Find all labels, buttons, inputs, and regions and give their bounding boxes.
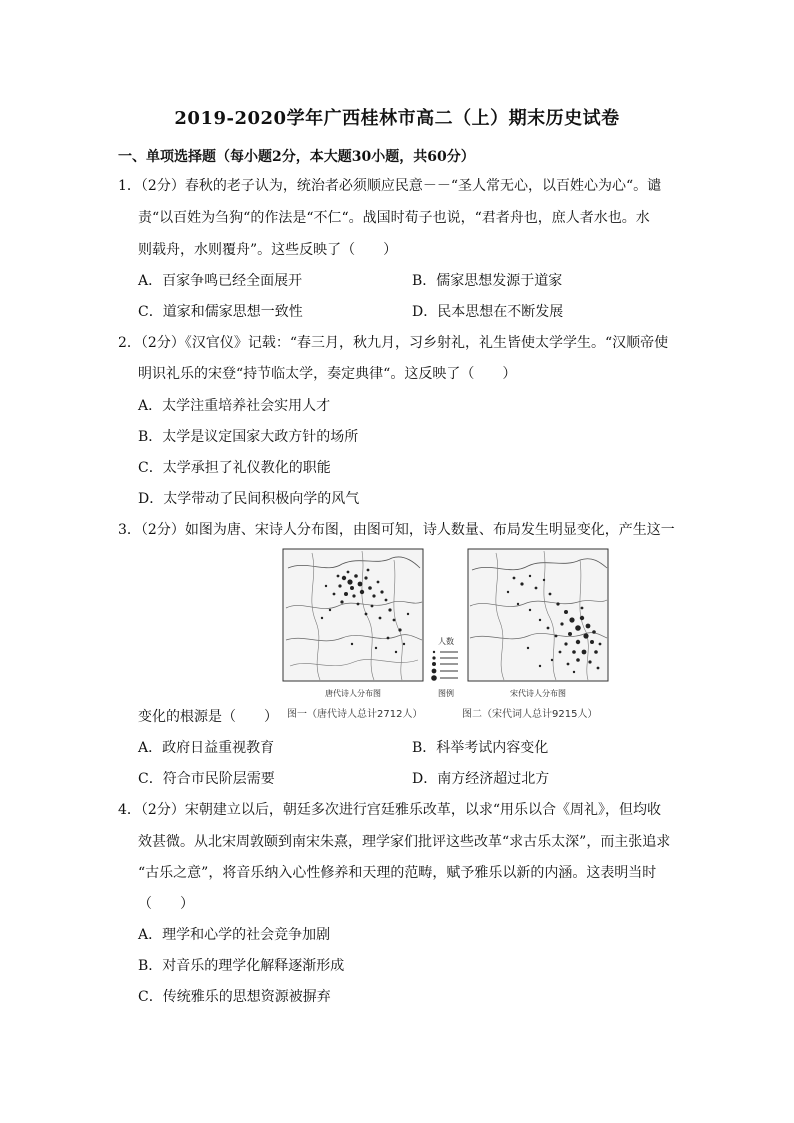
question-1-option-b[interactable]: B．儒家思想发源于道家 [412, 273, 563, 289]
question-4-line-1: 4．（2分）宋朝建立以后，朝廷多次进行宫廷雅乐改革，以求“用乐以合《周礼》，但均收 [118, 802, 661, 818]
tang-map-label: 唐代诗人分布图 [325, 689, 381, 698]
question-2-option-b[interactable]: B．太学是议定国家大政方针的场所 [138, 429, 359, 445]
question-4-option-a[interactable]: A．理学和心学的社会竞争加剧 [138, 927, 331, 943]
question-1-option-c[interactable]: C．道家和儒家思想一致性 [138, 304, 303, 320]
poets-distribution-figure [282, 548, 612, 720]
question-3-option-c[interactable]: C．符合市民阶层需要 [138, 771, 275, 787]
question-2-option-a[interactable]: A．太学注重培养社会实用人才 [138, 398, 331, 414]
question-2-line-2: 明识礼乐的宋登“持节临太学，奏定典律“。这反映了（ ） [138, 366, 517, 382]
maps-svg [282, 548, 612, 720]
question-3-option-b[interactable]: B．科举考试内容变化 [412, 740, 549, 756]
question-2-option-d[interactable]: D．太学带动了民间积极向学的风气 [138, 491, 360, 507]
question-1-line-2: 责“以百姓为刍狗“的作法是“不仁“。战国时荀子也说，“君者舟也，庶人者水也。水 [138, 210, 650, 226]
question-4-option-c[interactable]: C．传统雅乐的思想资源被摒弃 [138, 989, 331, 1005]
question-1-option-d[interactable]: D．民本思想在不断发展 [412, 304, 564, 320]
question-1-line-3: 则载舟，水则覆舟”。这些反映了（ ） [138, 242, 398, 258]
question-4-option-b[interactable]: B．对音乐的理学化解释逐渐形成 [138, 958, 345, 974]
question-3-line-1: 3．（2分）如图为唐、宋诗人分布图，由图可知，诗人数量、布局发生明显变化，产生这一 [118, 522, 675, 538]
map-legend [431, 636, 458, 698]
page-title: 2019-2020学年广西桂林市高二（上）期末历史试卷 [174, 108, 620, 129]
legend-title: 人数 [438, 637, 454, 646]
question-3-line-2: 变化的根源是（ ） [138, 709, 278, 725]
question-4-line-2: 效甚微。从北宋周敦颐到南宋朱熹，理学家们批评这些改革“求古乐太深”，而主张追求 [138, 834, 671, 850]
tang-poets-map [283, 549, 423, 698]
question-4-line-3: “古乐之意”，将音乐纳入心性修养和天理的范畴，赋予雅乐以新的内涵。这表明当时 [138, 865, 657, 881]
figure-caption-2: 图二（宋代词人总计9215人） [462, 709, 598, 720]
question-1-option-a[interactable]: A．百家争鸣已经全面展开 [138, 273, 303, 289]
song-poets-map [468, 549, 608, 698]
question-3-option-d[interactable]: D．南方经济超过北方 [412, 771, 550, 787]
question-3-option-a[interactable]: A．政府日益重视教育 [138, 740, 275, 756]
question-1-line-1: 1．（2分）春秋的老子认为，统治者必须顺应民意－－“圣人常无心，以百姓心为心“。谴 [118, 178, 662, 194]
song-map-label: 宋代诗人分布图 [510, 689, 566, 698]
legend-label: 图例 [438, 689, 454, 698]
question-4-line-4: （ ） [138, 896, 194, 912]
section-heading: 一、单项选择题（每小题2分，本大题30小题，共60分） [118, 149, 475, 165]
question-2-line-1: 2．（2分）《汉官仪》记载：“春三月，秋九月，习乡射礼，礼生皆使太学学生。“汉顺帝使 [118, 335, 669, 351]
question-2-option-c[interactable]: C．太学承担了礼仪教化的职能 [138, 460, 331, 476]
figure-caption-1: 图一（唐代诗人总计2712人） [287, 709, 423, 720]
